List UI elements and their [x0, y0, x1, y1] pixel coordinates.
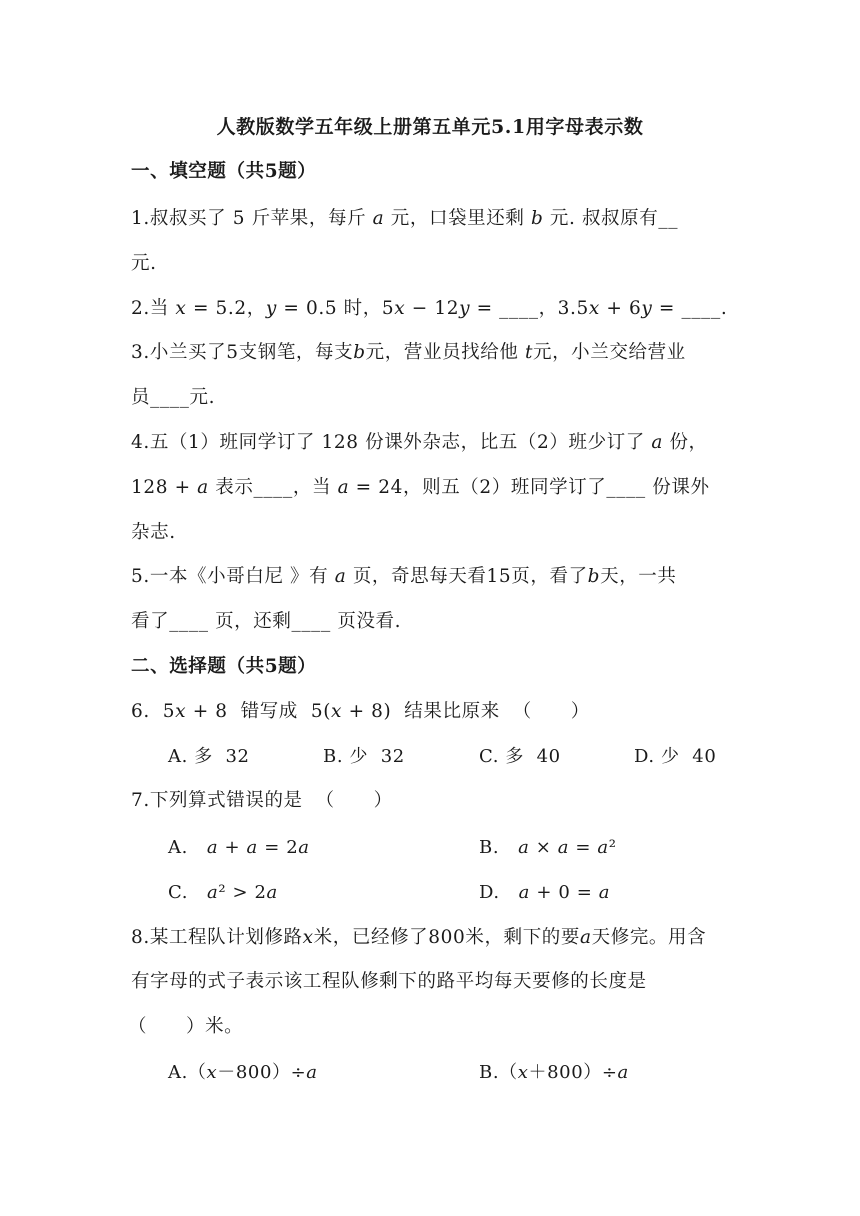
question-7-option-b: B. 𝑎 × 𝑎 = 𝑎²	[479, 837, 617, 858]
question-3-line-2: 员____元.	[131, 387, 216, 408]
question-5-line-2: 看了____ 页，还剩____ 页没看.	[131, 611, 402, 632]
question-6-option-a: A. 多 32	[168, 746, 250, 767]
question-8-line-2: 有字母的式子表示该工程队修剩下的路平均每天要修的长度是	[131, 971, 647, 992]
question-7-option-a: A. 𝑎 + 𝑎 = 2𝑎	[168, 837, 310, 858]
question-8-option-a: A.（𝑥－800）÷𝑎	[168, 1062, 318, 1083]
question-8-line-1: 8.某工程队计划修路𝑥米，已经修了800米，剩下的要𝑎天修完。用含	[131, 927, 707, 948]
question-6-option-b: B. 少 32	[323, 746, 405, 767]
question-4-line-3: 杂志.	[131, 522, 176, 543]
question-7-stem: 7.下列算式错误的是 （ ）	[131, 790, 393, 811]
question-4-line-1: 4.五（1）班同学订了 128 份课外杂志，比五（2）班少订了 𝑎 份，	[131, 432, 708, 453]
question-6-stem: 6. 5𝑥 + 8 错写成 5(𝑥 + 8) 结果比原来 （ ）	[131, 701, 590, 722]
question-1-line-2: 元.	[131, 253, 157, 274]
section-fill-in-blank-heading: 一、填空题（共5题）	[131, 161, 317, 182]
section-multiple-choice-heading: 二、选择题（共5题）	[131, 656, 317, 677]
question-4-line-2: 128 + 𝑎 表示____，当 𝑎 = 24，则五（2）班同学订了____ 份课外	[131, 477, 710, 498]
question-2-line-1: 2.当 𝑥 = 5.2，𝑦 = 0.5 时，5𝑥 − 12𝑦 = ____，3.5𝑥 + 6𝑦 = ____.	[131, 298, 728, 319]
question-8-line-3: （ ）米。	[128, 1016, 244, 1037]
question-1-line-1: 1.叔叔买了 5 斤苹果，每斤 𝑎 元，口袋里还剩 𝑏 元. 叔叔原有__	[131, 208, 679, 229]
question-5-line-1: 5.一本《小哥白尼 》有 𝑎 页，奇思每天看15页，看了𝑏天，一共	[131, 566, 677, 587]
question-3-line-1: 3.小兰买了5支钢笔，每支𝑏元，营业员找给他 𝑡元，小兰交给营业	[131, 342, 686, 363]
question-6-option-c: C. 多 40	[479, 746, 561, 767]
question-8-option-b: B.（𝑥＋800）÷𝑎	[479, 1062, 629, 1083]
question-7-option-c: C. 𝑎² > 2𝑎	[168, 882, 278, 903]
question-6-option-d: D. 少 40	[634, 746, 717, 767]
document-title: 人教版数学五年级上册第五单元5.1用字母表示数	[216, 116, 644, 138]
question-7-option-d: D. 𝑎 + 0 = 𝑎	[479, 882, 611, 903]
